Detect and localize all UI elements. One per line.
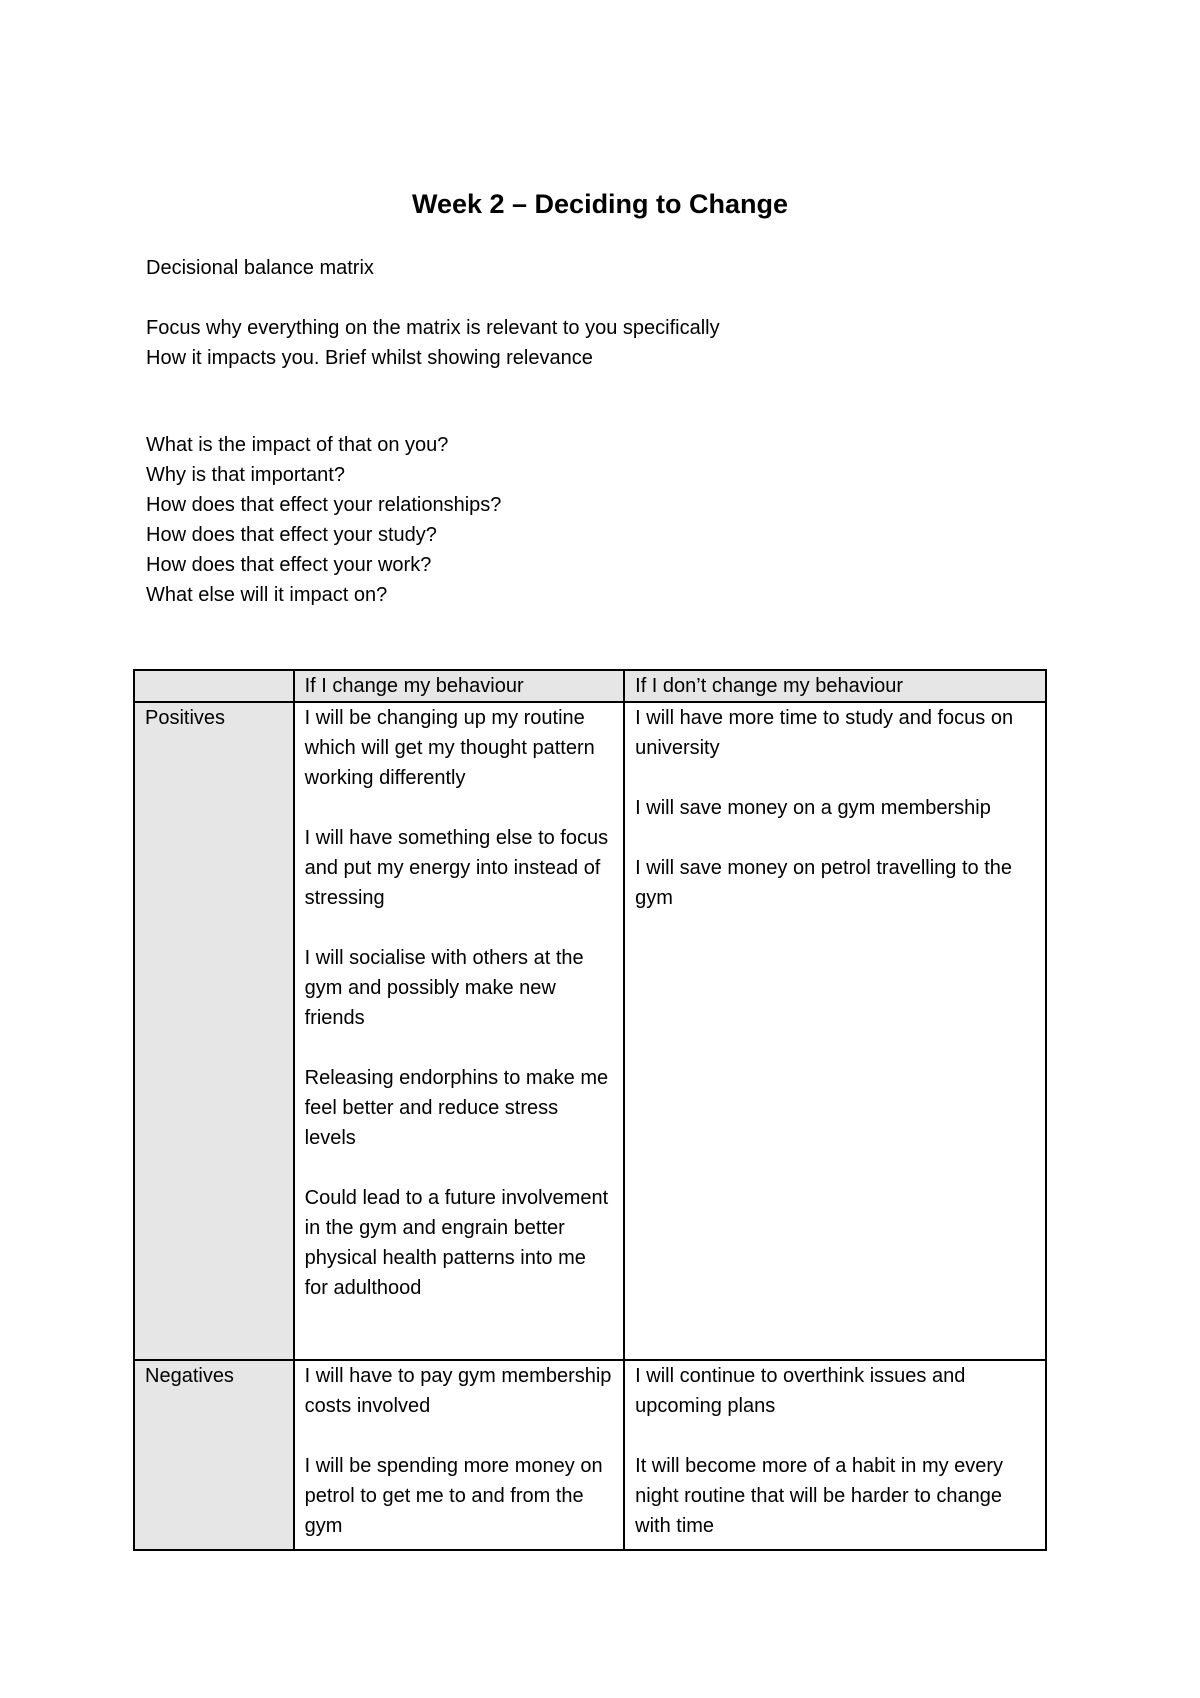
table-header-cell: [134, 670, 294, 702]
table-row: [134, 1360, 1046, 1550]
cell-paragraph: I will have to pay gym membership costs involved: [304, 1365, 612, 1417]
page-title: Week 2 – Deciding to Change: [411, 189, 789, 219]
table-cell-no-change-positives: [624, 702, 1046, 1360]
question-line: How does that effect your work?: [146, 554, 432, 576]
decisional-balance-table: [133, 669, 1047, 1551]
question-line: How does that effect your relationships?: [146, 494, 502, 516]
cell-paragraph: I will be spending more money on petrol to get me to and from the gym: [304, 1455, 603, 1537]
focus-instructions: [146, 313, 1046, 373]
reflection-questions: [146, 430, 1046, 610]
row-label-negatives: Negatives: [134, 1360, 294, 1550]
cell-paragraph: Releasing endorphins to make me feel better and reduce stress levels: [304, 1067, 609, 1149]
table-header-cell: If I change my behaviour: [294, 670, 625, 702]
table-header-row: [134, 670, 1046, 702]
cell-paragraph: I will continue to overthink issues and upcoming plans: [635, 1365, 966, 1417]
cell-paragraph: I will save money on a gym membership: [635, 797, 991, 819]
focus-line: Focus why everything on the matrix is relevant to you specifically: [146, 317, 720, 339]
question-line: Why is that important?: [146, 464, 345, 486]
section-subtitle: Decisional balance matrix: [146, 257, 374, 279]
cell-paragraph: Could lead to a future involvement in the gym and engrain better physical health patterns into me for adulthood: [304, 1187, 609, 1299]
cell-paragraph: I will save money on petrol travelling to the gym: [635, 857, 1012, 909]
cell-paragraph: I will socialise with others at the gym and possibly make new friends: [304, 947, 584, 1029]
table-cell-change-negatives: [294, 1360, 625, 1550]
row-label-positives: Positives: [134, 702, 294, 1360]
table-cell-change-positives: [294, 702, 625, 1360]
question-line: What is the impact of that on you?: [146, 434, 449, 456]
cell-paragraph: I will have something else to focus and put my energy into instead of stressing: [304, 827, 609, 909]
question-line: How does that effect your study?: [146, 524, 437, 546]
table-row: [134, 702, 1046, 1360]
question-line: What else will it impact on?: [146, 584, 388, 606]
focus-line: How it impacts you. Brief whilst showing relevance: [146, 347, 593, 369]
cell-paragraph: It will become more of a habit in my every night routine that will be harder to change with time: [635, 1455, 1004, 1537]
table-cell-no-change-negatives: [624, 1360, 1046, 1550]
cell-paragraph: I will have more time to study and focus on university: [635, 707, 1014, 759]
table-header-cell: If I don’t change my behaviour: [624, 670, 1046, 702]
cell-paragraph: I will be changing up my routine which will get my thought pattern working differently: [304, 707, 595, 789]
